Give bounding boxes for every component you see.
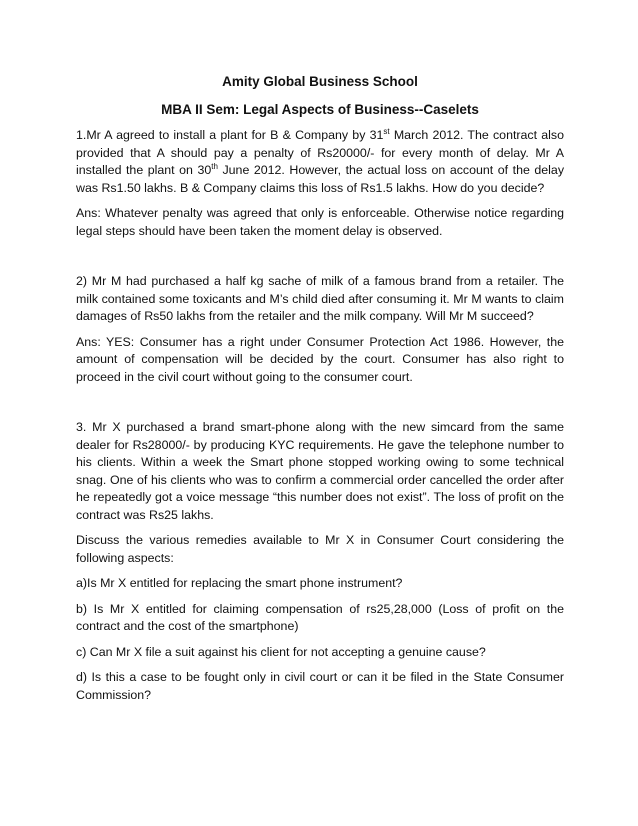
ordinal-suffix: st [383,127,390,136]
answer-2: Ans: YES: Consumer has a right under Consumer Protection Act 1986. However, the amount of compensation will be decided by the court. Consumer has also right to proceed in the civil court without going to the consumer court. [76,334,564,384]
document-page [76,74,564,712]
question-1-part-c: June 2012. However, the actual loss on account of the delay was Rs1.50 lakhs. B & Company claims this loss of Rs1.5 lakhs. How do you decide? [76,163,565,195]
question-3-item-c: c) Can Mr X file a suit against his client for not accepting a genuine cause? [76,644,486,659]
question-3-item-a: a)Is Mr X entitled for replacing the smart phone instrument? [76,576,403,590]
question-3-item-b: b) Is Mr X entitled for claiming compensation of rs25,28,000 (Loss of profit on the contract and the cost of the smartphone) [76,601,564,633]
question-3-discuss: Discuss the various remedies available to Mr X in Consumer Court considering the following aspects: [76,533,564,565]
ordinal-suffix: th [211,162,218,171]
spacer [76,394,564,419]
answer-1: Ans: Whatever penalty was agreed that only is enforceable. Otherwise notice regarding legal steps should have been taken the moment delay is observed. [76,206,564,238]
document-subtitle: MBA II Sem: Legal Aspects of Business--Caselets [161,102,479,117]
question-2: 2) Mr M had purchased a half kg sache of milk of a famous brand from a retailer. The milk contained some toxicants and M’s child died after consuming it. Mr M wants to claim damages of Rs50 lakhs from the retailer and the milk company. Will Mr M succeed? [76,274,564,323]
question-1-part-a: 1.Mr A agreed to install a plant for B & Company by 31 [76,128,384,142]
question-3: 3. Mr X purchased a brand smart-phone along with the new simcard from the same dealer for Rs28000/- by producing KYC requirements. He gave the telephone number to his clients. Within a week the Smart phone stopped working owing to some technical snag. One of his clients who was to confirm a commercial order cancelled the order after he repeatedly got a voice message “this number does not exist”. The loss of profit on the contract was Rs25 lakhs. [76,420,564,522]
question-1-part-b: March 2012. The contract also provided that A should pay a penalty of Rs20000/- for every month of delay. Mr A installed the plant on 30 [76,128,564,177]
document-title: Amity Global Business School [222,74,418,89]
question-3-item-d: d) Is this a case to be fought only in civil court or can it be filed in the State Consumer Commission? [76,670,564,702]
spacer [76,248,564,273]
question-1 [76,127,564,197]
